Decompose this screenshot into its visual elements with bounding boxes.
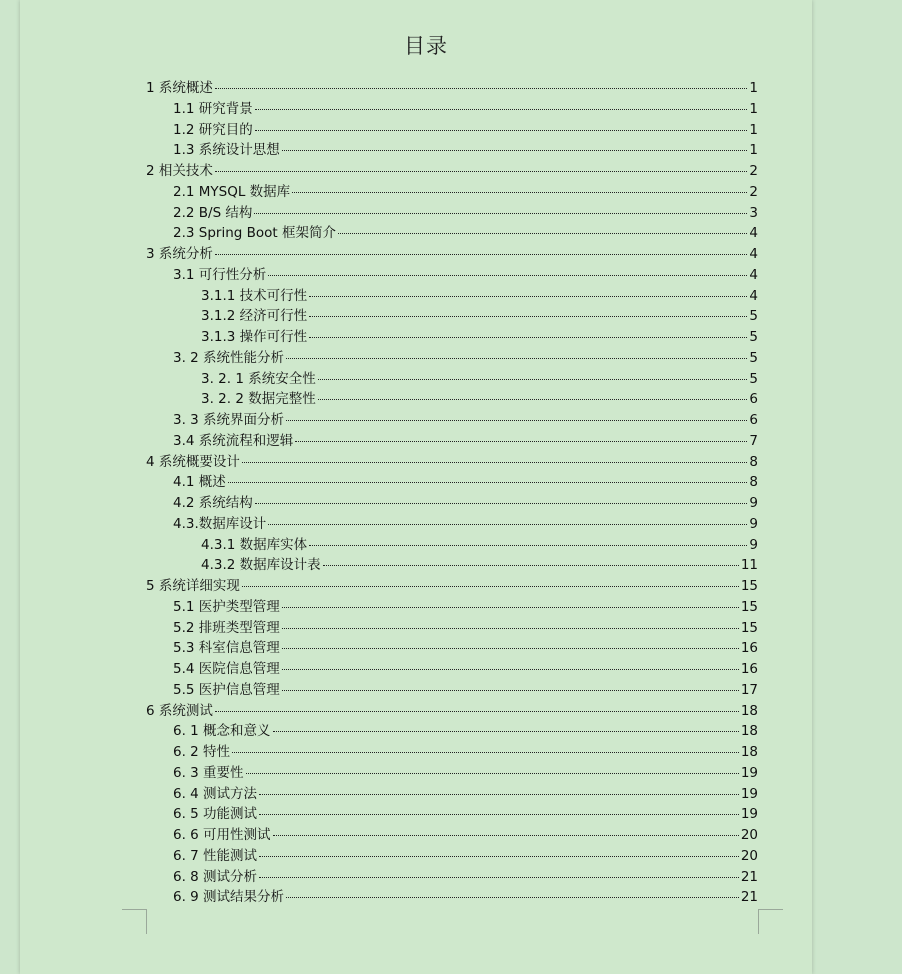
toc-entry-page-number: 5 bbox=[749, 329, 758, 345]
toc-entry[interactable] bbox=[146, 470, 758, 491]
toc-dot-leader bbox=[246, 773, 739, 774]
toc-entry-label: 6. 1 概念和意义 bbox=[173, 723, 271, 740]
toc-entry-label: 6. 4 测试方法 bbox=[173, 785, 258, 802]
toc-entry[interactable] bbox=[146, 574, 758, 595]
toc-dot-leader bbox=[215, 254, 748, 255]
toc-entry-label: 6. 9 测试结果分析 bbox=[173, 889, 285, 906]
toc-dot-leader bbox=[282, 648, 739, 649]
toc-dot-leader bbox=[228, 482, 748, 483]
toc-entry[interactable] bbox=[146, 595, 758, 616]
toc-entry[interactable] bbox=[146, 242, 758, 263]
toc-entry-label: 4.2 系统结构 bbox=[173, 495, 253, 511]
toc-entry-label: 1.1 研究背景 bbox=[173, 100, 253, 117]
toc-entry-page-number: 4 bbox=[749, 287, 758, 304]
toc-entry-page-number: 5 bbox=[749, 308, 758, 325]
toc-title: 目录 bbox=[404, 34, 448, 58]
toc-entry-label: 3.1.3 操作可行性 bbox=[201, 329, 308, 345]
toc-entry[interactable] bbox=[146, 118, 758, 139]
toc-dot-leader bbox=[255, 130, 748, 131]
toc-entry-page-number: 19 bbox=[740, 806, 758, 823]
toc-entry[interactable] bbox=[146, 180, 758, 201]
toc-entry-page-number: 21 bbox=[740, 889, 758, 906]
toc-entry-page-number: 20 bbox=[740, 827, 758, 843]
toc-entry-page-number: 7 bbox=[749, 432, 758, 449]
toc-entry-label: 5 系统详细实现 bbox=[146, 578, 240, 594]
toc-entry-label: 3.1 可行性分析 bbox=[173, 266, 267, 283]
toc-entry-page-number: 9 bbox=[749, 495, 758, 511]
toc-dot-leader bbox=[282, 690, 739, 691]
toc-entry-page-number: 19 bbox=[740, 785, 758, 802]
page-corner-mark-left bbox=[122, 909, 147, 934]
toc-entry[interactable] bbox=[146, 761, 758, 782]
toc-entry-page-number: 15 bbox=[740, 619, 758, 636]
toc-dot-leader bbox=[318, 379, 748, 380]
toc-dot-leader bbox=[273, 731, 739, 732]
toc-dot-leader bbox=[255, 503, 748, 504]
toc-entry-label: 4.3.数据库设计 bbox=[173, 515, 267, 532]
toc-entry-page-number: 4 bbox=[749, 266, 758, 283]
toc-dot-leader bbox=[232, 752, 739, 753]
toc-entry-page-number: 6 bbox=[749, 391, 758, 408]
toc-dot-leader bbox=[295, 441, 747, 442]
toc-entry-label: 6. 3 重要性 bbox=[173, 764, 244, 781]
toc-entry-label: 2 相关技术 bbox=[146, 163, 213, 179]
toc-entry-page-number: 15 bbox=[740, 578, 758, 594]
toc-entry-label: 3.1.1 技术可行性 bbox=[201, 287, 308, 304]
toc-entry-page-number: 1 bbox=[749, 100, 758, 117]
toc-entry-page-number: 18 bbox=[740, 702, 758, 719]
toc-dot-leader bbox=[318, 399, 748, 400]
toc-dot-leader bbox=[215, 171, 748, 172]
toc-entry-page-number: 4 bbox=[749, 225, 758, 242]
toc-dot-leader bbox=[286, 897, 739, 898]
toc-entry[interactable] bbox=[146, 699, 758, 720]
toc-dot-leader bbox=[286, 358, 747, 359]
toc-dot-leader bbox=[242, 462, 748, 463]
toc-entry[interactable] bbox=[146, 512, 758, 533]
toc-entry[interactable] bbox=[146, 636, 758, 657]
toc-entry[interactable] bbox=[146, 97, 758, 118]
toc-dot-leader bbox=[259, 856, 739, 857]
toc-entry-label: 6 系统测试 bbox=[146, 702, 213, 719]
toc-dot-leader bbox=[259, 814, 739, 815]
toc-entry-label: 4.3.1 数据库实体 bbox=[201, 536, 308, 553]
toc-entry[interactable] bbox=[146, 844, 758, 865]
toc-dot-leader bbox=[282, 669, 739, 670]
toc-dot-leader bbox=[309, 337, 747, 338]
toc-entry-label: 5.5 医护信息管理 bbox=[173, 681, 280, 698]
page-corner-mark-right bbox=[758, 909, 783, 934]
toc-entry[interactable] bbox=[146, 138, 758, 159]
toc-entry[interactable] bbox=[146, 865, 758, 886]
toc-entry-label: 6. 8 测试分析 bbox=[173, 868, 258, 885]
toc-entry[interactable] bbox=[146, 657, 758, 678]
toc-entry-page-number: 1 bbox=[749, 121, 758, 138]
document-page bbox=[20, 0, 812, 974]
toc-entry-label: 4 系统概要设计 bbox=[146, 453, 240, 470]
toc-entry[interactable] bbox=[146, 553, 758, 574]
toc-entry-label: 6. 6 可用性测试 bbox=[173, 827, 271, 843]
toc-entry-label: 6. 7 性能测试 bbox=[173, 847, 258, 864]
toc-entry-label: 2.3 Spring Boot 框架简介 bbox=[173, 225, 336, 242]
toc-entry-page-number: 1 bbox=[749, 80, 758, 96]
toc-dot-leader bbox=[259, 877, 739, 878]
toc-entry-page-number: 5 bbox=[749, 370, 758, 387]
toc-entry-page-number: 18 bbox=[740, 744, 758, 760]
toc-entry[interactable] bbox=[146, 201, 758, 222]
toc-entry[interactable] bbox=[146, 885, 758, 906]
toc-entry[interactable] bbox=[146, 284, 758, 305]
toc-dot-leader bbox=[268, 524, 747, 525]
toc-entry-page-number: 1 bbox=[749, 142, 758, 159]
toc-entry[interactable] bbox=[146, 491, 758, 512]
toc-entry[interactable] bbox=[146, 387, 758, 408]
toc-entry-page-number: 11 bbox=[740, 557, 758, 574]
toc-entry-label: 5.4 医院信息管理 bbox=[173, 661, 280, 677]
toc-dot-leader bbox=[273, 835, 739, 836]
toc-entry[interactable] bbox=[146, 740, 758, 761]
toc-entry[interactable] bbox=[146, 616, 758, 637]
toc-entry[interactable] bbox=[146, 802, 758, 823]
toc-entry-page-number: 9 bbox=[749, 536, 758, 553]
toc-entry-label: 6. 2 特性 bbox=[173, 744, 231, 760]
toc-entry-page-number: 2 bbox=[749, 163, 758, 179]
toc-entry-label: 1.3 系统设计思想 bbox=[173, 142, 280, 159]
toc-entry-page-number: 20 bbox=[740, 847, 758, 864]
toc-entry-label: 3. 2 系统性能分析 bbox=[173, 349, 285, 366]
toc-entry[interactable] bbox=[146, 450, 758, 471]
toc-entry-page-number: 6 bbox=[749, 412, 758, 428]
toc-entry[interactable] bbox=[146, 533, 758, 554]
toc-entry-page-number: 3 bbox=[749, 204, 758, 221]
toc-entry-label: 5.2 排班类型管理 bbox=[173, 619, 280, 636]
toc-entry[interactable] bbox=[146, 719, 758, 740]
toc-entry[interactable] bbox=[146, 823, 758, 844]
toc-entry-page-number: 18 bbox=[740, 723, 758, 740]
toc-entry-label: 2.2 B/S 结构 bbox=[173, 204, 253, 221]
toc-dot-leader bbox=[323, 565, 739, 566]
toc-entry-page-number: 19 bbox=[740, 764, 758, 781]
toc-entry-page-number: 2 bbox=[749, 183, 758, 200]
toc-dot-leader bbox=[282, 150, 748, 151]
toc-dot-leader bbox=[286, 420, 747, 421]
toc-entry[interactable] bbox=[146, 263, 758, 284]
toc-entry-label: 3.1.2 经济可行性 bbox=[201, 308, 308, 325]
toc-entry-page-number: 16 bbox=[740, 661, 758, 677]
toc-dot-leader bbox=[338, 233, 747, 234]
toc-entry[interactable] bbox=[146, 678, 758, 699]
toc-dot-leader bbox=[242, 586, 739, 587]
toc-entry-label: 4.1 概述 bbox=[173, 474, 226, 491]
toc-dot-leader bbox=[268, 275, 747, 276]
toc-entry[interactable] bbox=[146, 304, 758, 325]
toc-entry-page-number: 9 bbox=[749, 515, 758, 532]
toc-entry[interactable] bbox=[146, 221, 758, 242]
toc-entry-label: 3. 2. 2 数据完整性 bbox=[201, 391, 316, 408]
toc-entry-label: 3. 3 系统界面分析 bbox=[173, 412, 285, 428]
toc-dot-leader bbox=[282, 628, 739, 629]
toc-dot-leader bbox=[309, 545, 747, 546]
toc-entry-page-number: 8 bbox=[749, 474, 758, 491]
toc-entry-label: 4.3.2 数据库设计表 bbox=[201, 557, 321, 574]
toc-entry[interactable] bbox=[146, 782, 758, 803]
toc-entry-label: 3 系统分析 bbox=[146, 246, 213, 262]
toc-dot-leader bbox=[282, 607, 739, 608]
toc-dot-leader bbox=[255, 109, 748, 110]
toc-dot-leader bbox=[215, 711, 739, 712]
toc-entry-label: 2.1 MYSQL 数据库 bbox=[173, 183, 291, 200]
toc-entry[interactable] bbox=[146, 367, 758, 388]
toc-entry-page-number: 15 bbox=[740, 598, 758, 615]
toc-entry-label: 1.2 研究目的 bbox=[173, 121, 253, 138]
toc-entry[interactable] bbox=[146, 346, 758, 367]
toc-entry-label: 3. 2. 1 系统安全性 bbox=[201, 370, 316, 387]
toc-dot-leader bbox=[254, 213, 747, 214]
toc-dot-leader bbox=[309, 316, 747, 317]
toc-entry-label: 6. 5 功能测试 bbox=[173, 806, 258, 823]
toc-entry-label: 1 系统概述 bbox=[146, 80, 213, 96]
toc-entry-page-number: 21 bbox=[740, 868, 758, 885]
toc-entry-label: 5.3 科室信息管理 bbox=[173, 640, 280, 657]
toc-entry[interactable] bbox=[146, 408, 758, 429]
toc-entry-page-number: 17 bbox=[740, 681, 758, 698]
toc-entry-page-number: 4 bbox=[749, 246, 758, 262]
table-of-contents bbox=[146, 76, 758, 906]
toc-entry[interactable] bbox=[146, 429, 758, 450]
toc-entry-page-number: 16 bbox=[740, 640, 758, 657]
toc-entry-label: 3.4 系统流程和逻辑 bbox=[173, 432, 294, 449]
toc-entry[interactable] bbox=[146, 76, 758, 97]
toc-entry[interactable] bbox=[146, 159, 758, 180]
toc-dot-leader bbox=[259, 794, 739, 795]
toc-entry-label: 5.1 医护类型管理 bbox=[173, 598, 280, 615]
toc-entry-page-number: 8 bbox=[749, 453, 758, 470]
toc-dot-leader bbox=[292, 192, 747, 193]
toc-entry-page-number: 5 bbox=[749, 349, 758, 366]
toc-dot-leader bbox=[215, 88, 748, 89]
toc-dot-leader bbox=[309, 296, 747, 297]
toc-entry[interactable] bbox=[146, 325, 758, 346]
